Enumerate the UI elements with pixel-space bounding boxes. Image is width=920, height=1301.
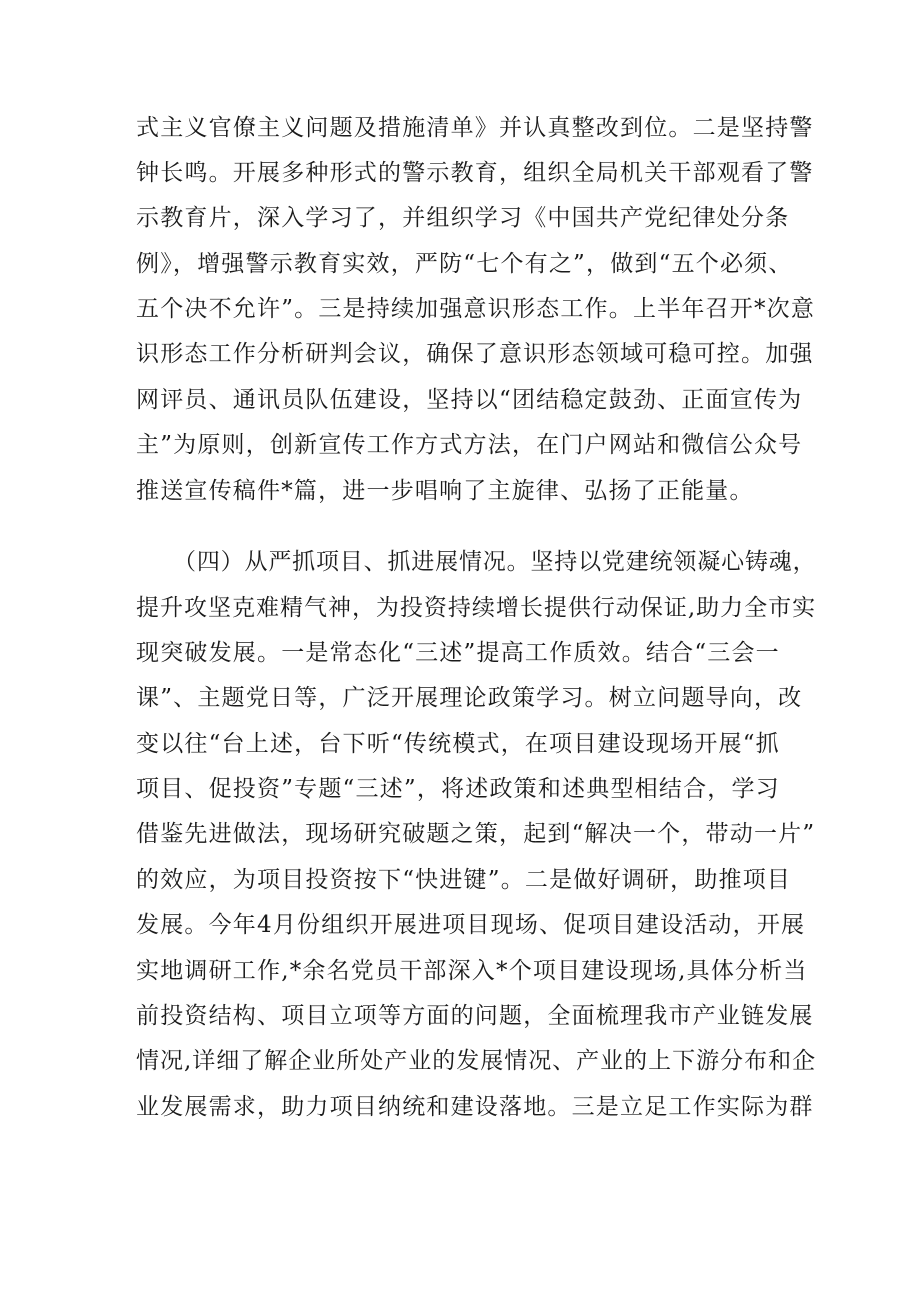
paragraph-line: 示教育片，深入学习了，并组织学习《中国共产党纪律处分条	[136, 205, 790, 231]
paragraph-line: 主”为原则，创新宣传工作方式方法，在门户网站和微信公众号	[136, 432, 803, 458]
paragraph-line: 推送宣传稿件*篇，进一步唱响了主旋律、弘扬了正能量。	[136, 478, 754, 504]
paragraph-line: 网评员、通讯员队伍建设，坚持以“团结稳定鼓劲、正面宣传为	[136, 387, 803, 413]
paragraph-line: 前投资结构、项目立项等方面的问题，全面梳理我市产业链发展	[136, 1003, 814, 1029]
paragraph-line: 课”、主题党日等，广泛开展理论政策学习。树立问题导向，改	[136, 685, 803, 711]
paragraph-line: 现突破发展。一是常态化“三述”提高工作质效。结合“三会一	[136, 640, 780, 666]
paragraph-line: 式主义官僚主义问题及措施清单》并认真整改到位。二是坚持警	[136, 115, 814, 141]
paragraph-line: 五个决不允许”。三是持续加强意识形态工作。上半年召开*次意	[136, 296, 816, 322]
paragraph-line: 情况,详细了解企业所处产业的发展情况、产业的上下游分布和企	[136, 1048, 817, 1074]
paragraph-line: 实地调研工作,*余名党员干部深入*个项目建设现场,具体分析当	[136, 958, 808, 984]
paragraph-line: 识形态工作分析研判会议，确保了意识形态领域可稳可控。加强	[136, 341, 814, 367]
paragraph-line: 借鉴先进做法，现场研究破题之策，起到“解决一个，带动一片”	[136, 821, 816, 847]
paragraph-line: 例》，增强警示教育实效，严防“七个有之”，做到“五个必须、	[136, 251, 793, 277]
paragraph-line: 业发展需求，助力项目纳统和建设落地。三是立足工作实际为群	[136, 1094, 814, 1120]
paragraph-line: 变以往“台上述，台下听“传统模式，在项目建设现场开展“抓	[136, 731, 780, 757]
paragraph-line: 的效应，为项目投资按下“快进键”。二是做好调研，助推项目	[136, 867, 792, 893]
paragraph-line: 项目、促投资”专题“三述”，将述政策和述典型相结合，学习	[136, 776, 780, 802]
paragraph-line: 钟长鸣。开展多种形式的警示教育，组织全局机关干部观看了警	[136, 160, 814, 186]
paragraph-line: 提升攻坚克难精气神，为投资持续增长提供行动保证,助力全市实	[136, 595, 817, 621]
paragraph-line-indented: （四）从严抓项目、抓进展情况。坚持以党建统领凝心铸魂，	[173, 549, 817, 575]
paragraph-line: 发展。今年4月份组织开展进项目现场、促项目建设活动，开展	[136, 912, 806, 938]
